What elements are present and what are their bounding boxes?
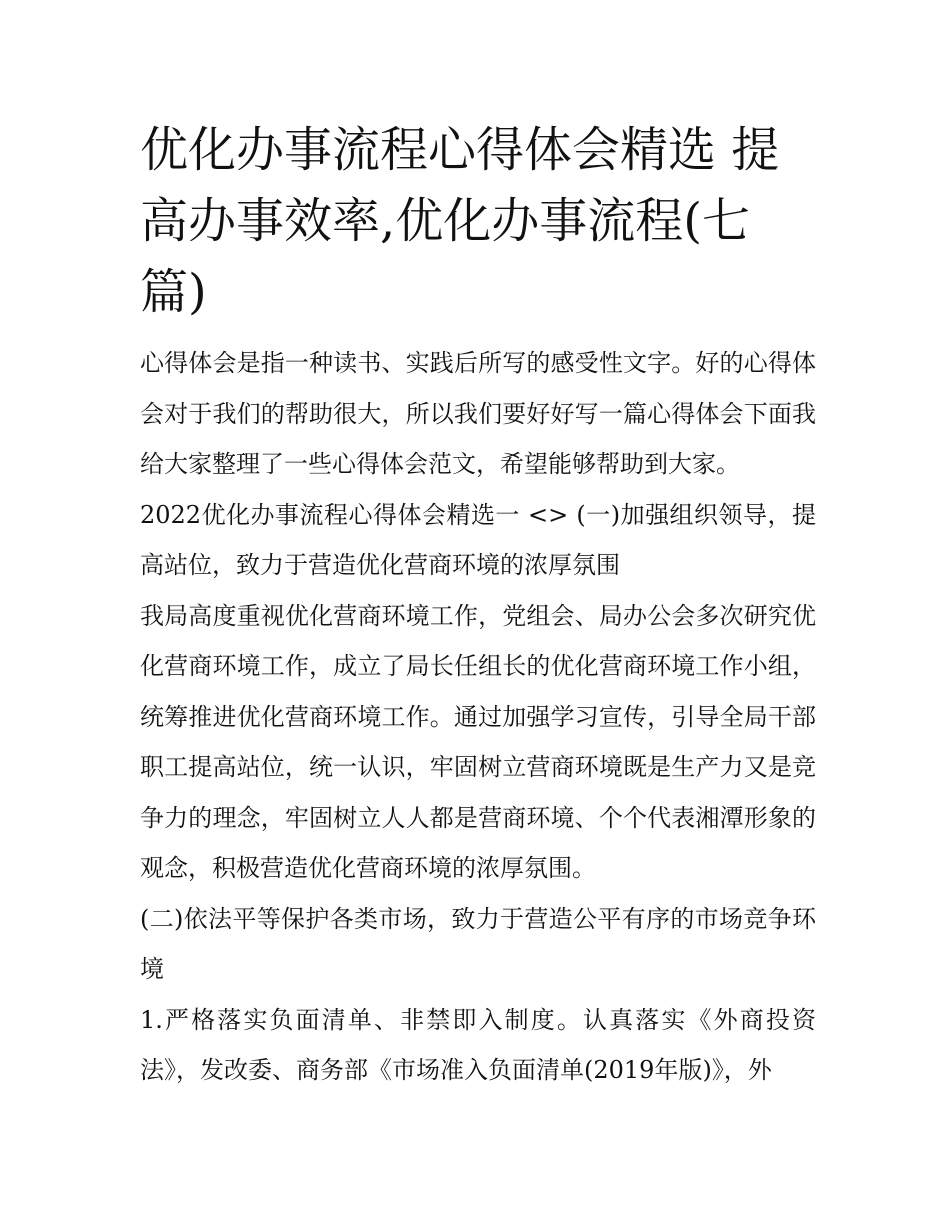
paragraph-section-two-heading: (二)依法平等保护各类市场，致力于营造公平有序的市场竞争环境 [140,904,816,983]
paragraph-section-one-body: 我局高度重视优化营商环境工作，党组会、局办公会多次研究优化营商环境工作，成立了局长任组长的优化营商环境工作小组，统筹推进优化营商环境工作。通过加强学习宣传，引导全局干部职工提高站位，统一认识，牢固树立营商环境既是生产力又是竞争力的理念，牢固树立人人都是营商环境、个个代表湘潭形象的观念，积极营造优化营商环境的浓厚氛围。 [140,601,816,882]
paragraph-intro: 心得体会是指一种读书、实践后所写的感受性文字。好的心得体会对于我们的帮助很大，所以我们要好好写一篇心得体会下面我给大家整理了一些心得体会范文，希望能够帮助到大家。 [140,349,816,478]
document-body [140,115,816,1096]
paragraph-section-one-heading: 2022优化办事流程心得体会精选一 <> (一)加强组织领导，提高站位，致力于营造优化营商环境的浓厚氛围 [140,500,816,579]
document-title: 优化办事流程心得体会精选 提高办事效率,优化办事流程(七篇) [140,122,780,320]
paragraph-item-one: 1.严格落实负面清单、非禁即入制度。认真落实《外商投资法》，发改委、商务部《市场准入负面清单(2019年版)》，外 [140,1005,816,1084]
